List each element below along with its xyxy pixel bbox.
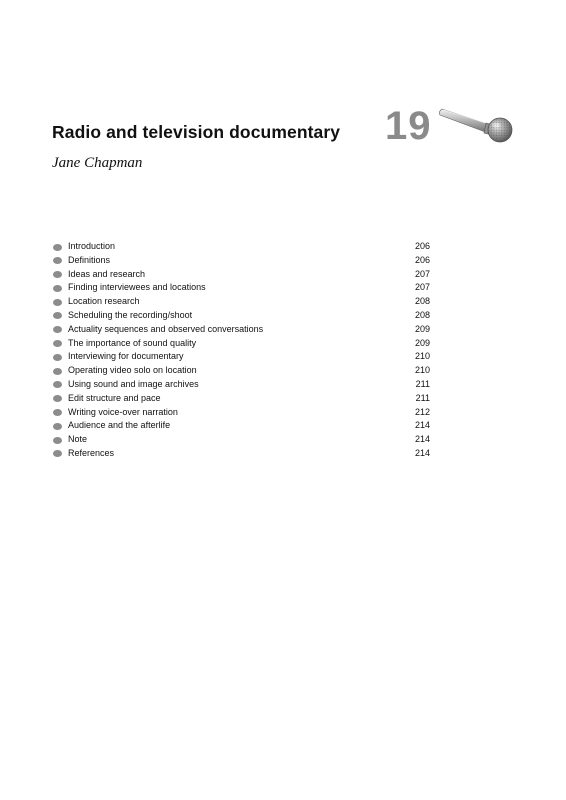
toc-entry[interactable] <box>52 281 430 295</box>
bullet-icon <box>53 312 62 319</box>
toc-entry-page: 210 <box>414 365 430 376</box>
toc-entry[interactable] <box>52 433 430 447</box>
toc-entry[interactable] <box>52 295 430 309</box>
toc-entry-page: 208 <box>414 309 430 320</box>
bullet-icon <box>53 340 62 347</box>
toc-entry-title: Audience and the afterlife <box>68 420 171 431</box>
toc-entry-title: Edit structure and pace <box>68 392 161 403</box>
toc-entry-title: Operating video solo on location <box>68 365 197 376</box>
toc-entry-title: Actuality sequences and observed conversations <box>68 323 264 334</box>
bullet-icon <box>53 409 62 416</box>
toc-entry-page: 210 <box>414 351 430 362</box>
toc-entry-page: 209 <box>414 323 430 334</box>
toc-entry-page: 211 <box>415 378 430 389</box>
toc-entry[interactable] <box>52 378 430 392</box>
toc-entry-page: 214 <box>414 420 430 431</box>
chapter-number: 19 <box>385 104 432 148</box>
toc-entry[interactable] <box>52 323 430 337</box>
toc-entry-title: Interviewing for documentary <box>68 351 184 362</box>
toc-entry-page: 209 <box>414 337 430 348</box>
toc-entry[interactable] <box>52 364 430 378</box>
toc-entry-title: Ideas and research <box>68 268 146 279</box>
bullet-icon <box>53 423 62 430</box>
chapter-title: Radio and television documentary <box>52 122 341 142</box>
bullet-icon <box>53 285 62 292</box>
toc-entry-title: Finding interviewees and locations <box>68 282 206 293</box>
chapter-author: Jane Chapman <box>52 155 143 171</box>
toc-entry-page: 207 <box>414 282 430 293</box>
toc-entry-page: 207 <box>414 268 430 279</box>
toc-entry-title: References <box>68 447 115 458</box>
toc-entry-title: Using sound and image archives <box>68 378 199 389</box>
toc-entry-title: Introduction <box>68 241 116 251</box>
bullet-icon <box>53 326 62 333</box>
toc-entry[interactable] <box>52 240 430 254</box>
bullet-icon <box>53 395 62 402</box>
bullet-icon <box>53 437 62 444</box>
bullet-icon <box>53 299 62 306</box>
toc-entry[interactable] <box>52 406 430 420</box>
toc-entry-page: 214 <box>414 434 430 445</box>
toc-entry[interactable] <box>52 350 430 364</box>
toc-entry-page: 206 <box>414 241 430 251</box>
toc-entry-page: 212 <box>414 406 430 417</box>
bullet-icon <box>53 450 62 457</box>
toc-entry-page: 208 <box>414 296 430 307</box>
toc-entry-page: 211 <box>415 392 430 403</box>
microphone-icon <box>438 103 514 145</box>
toc-entry[interactable] <box>52 309 430 323</box>
toc-entry[interactable] <box>52 337 430 351</box>
bullet-icon <box>53 257 62 264</box>
bullet-icon <box>53 271 62 278</box>
toc-entry[interactable] <box>52 268 430 282</box>
toc-entry-page: 214 <box>414 447 430 458</box>
toc-entry-title: Definitions <box>68 254 111 265</box>
toc-entry-title: The importance of sound quality <box>68 337 197 348</box>
toc-entry-page: 206 <box>414 254 430 265</box>
toc-entry[interactable] <box>52 419 430 433</box>
toc-entry[interactable] <box>52 447 430 461</box>
toc-entry-title: Writing voice-over narration <box>68 406 178 417</box>
toc-entry[interactable] <box>52 392 430 406</box>
bullet-icon <box>53 354 62 361</box>
toc-entry-title: Location research <box>68 296 140 307</box>
toc-entry[interactable] <box>52 254 430 268</box>
table-of-contents <box>52 240 430 461</box>
bullet-icon <box>53 381 62 388</box>
bullet-icon <box>53 368 62 375</box>
toc-entry-title: Scheduling the recording/shoot <box>68 309 193 320</box>
bullet-icon <box>53 244 62 251</box>
toc-entry-title: Note <box>68 434 88 445</box>
